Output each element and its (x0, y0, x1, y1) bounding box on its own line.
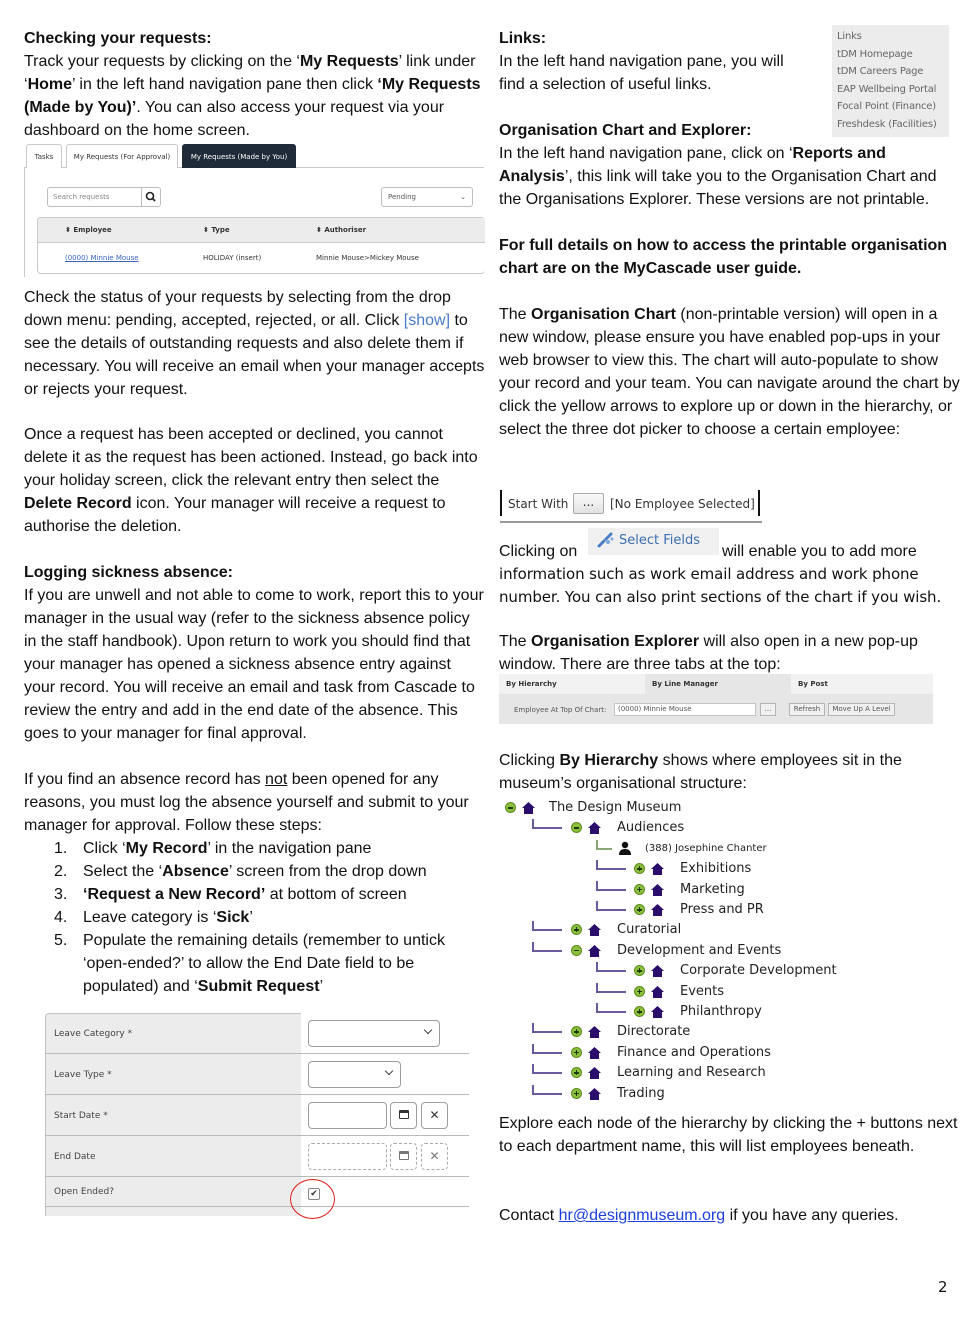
bold-text: Organisation Chart (531, 306, 676, 323)
tree-department-node[interactable] (505, 900, 805, 920)
close-icon: ✕ (429, 1108, 440, 1122)
orgchart-paragraph-2 (499, 303, 961, 441)
tree-node-label: Development and Events (617, 942, 782, 958)
divider (45, 1094, 469, 1095)
tree-node-label: Corporate Development (680, 963, 837, 979)
text: ’ (249, 909, 253, 926)
tree-department-node[interactable] (505, 982, 805, 1002)
expand-icon[interactable] (571, 1026, 582, 1037)
step-number: 5. (54, 932, 68, 949)
tree-connector (596, 983, 626, 993)
step-number: 4. (54, 909, 68, 926)
start-with-label: Start With (508, 497, 569, 511)
tab-tasks[interactable]: Tasks (26, 144, 62, 168)
expand-icon[interactable] (634, 965, 645, 976)
tree-department-node[interactable] (505, 1063, 805, 1083)
select-fields-description: will enable you to add more (722, 543, 917, 560)
calendar-icon (399, 1110, 409, 1119)
search-icon (142, 188, 160, 206)
text: icon. Your manager will receive a request to authorise the deletion. (24, 495, 446, 535)
highlight-circle (290, 1179, 335, 1219)
sort-icon: ⬍ (65, 226, 74, 234)
text: The (499, 306, 532, 323)
start-date-calendar-button[interactable] (390, 1102, 417, 1129)
tree-node-label: Exhibitions (680, 861, 752, 877)
step-number: 1. (54, 840, 68, 857)
requests-body (24, 168, 484, 277)
bold-text: Home (27, 76, 73, 93)
refresh-button[interactable]: Refresh (789, 703, 825, 716)
tree-connector (532, 1064, 562, 1074)
leave-category-select[interactable] (308, 1020, 440, 1047)
text: The (499, 633, 532, 650)
leave-category-label: Leave Category * (54, 1029, 133, 1039)
top-of-chart-label: Employee At Top Of Chart: (514, 706, 607, 714)
divider (45, 1053, 469, 1054)
chevron-down-icon: ⌄ (460, 193, 466, 201)
tree-node-label: Events (680, 983, 725, 999)
collapse-icon[interactable] (571, 945, 582, 956)
text: Leave category is ‘ (83, 909, 217, 926)
my-requests-screenshot (24, 142, 484, 277)
close-icon: ✕ (429, 1149, 440, 1163)
column-label: Type (211, 226, 230, 234)
text: shows where employees sit in the museum’s organisational structure: (499, 752, 902, 792)
tree-node-label: Learning and Research (617, 1065, 766, 1081)
column-label: Authoriser (324, 226, 367, 234)
tree-department-node[interactable] (505, 859, 805, 879)
links-paragraph: In the left hand navigation pane, you will find a selection of useful links. (499, 53, 784, 93)
collapse-icon[interactable] (505, 802, 516, 813)
sickness-steps-list (24, 837, 486, 998)
tree-connector (532, 1023, 562, 1033)
chevron-down-icon (385, 1067, 393, 1075)
tree-department-node[interactable] (505, 941, 805, 961)
tree-department-node[interactable] (505, 1002, 805, 1022)
search-button[interactable] (141, 187, 161, 207)
text: to see the details of outstanding requests and also delete them if necessary. You will receive an email when your manager accepts or rejects your request. (24, 312, 485, 398)
search-requests-input[interactable]: Search requests (47, 187, 160, 207)
department-icon (651, 862, 664, 874)
start-date-label: Start Date * (54, 1111, 108, 1121)
printable-note: For full details on how to access the printable organisation chart are on the MyCascade user guide. (499, 237, 948, 277)
expand-icon[interactable] (634, 1006, 645, 1017)
link-freshdesk[interactable]: Freshdesk (Facilities) (837, 118, 937, 130)
text: at bottom of screen (265, 886, 407, 903)
sort-icon: ⬍ (316, 226, 325, 234)
step-item (24, 883, 486, 906)
page-number: 2 (938, 1278, 948, 1296)
department-icon (588, 1025, 601, 1037)
select-fields-label: Select Fields (619, 533, 701, 548)
tree-node-label: Trading (617, 1085, 665, 1101)
divider (45, 1206, 469, 1207)
text: If you find an absence record has (24, 771, 266, 788)
explorer-screenshot (499, 674, 933, 724)
tab-requests-made-by-you[interactable]: My Requests (Made by You) (182, 144, 296, 168)
tree-node-label: Philanthropy (680, 1004, 762, 1019)
tree-department-node[interactable] (505, 961, 837, 981)
leave-form-screenshot (45, 1013, 469, 1216)
tree-connector (532, 819, 562, 829)
heading-checking-requests: Checking your requests: (24, 30, 212, 47)
tree-node-label: Curatorial (617, 922, 682, 938)
tree-department-node[interactable] (505, 920, 805, 940)
end-date-clear-button[interactable] (421, 1143, 448, 1170)
leave-type-label: Leave Type * (54, 1070, 112, 1080)
expand-icon[interactable] (634, 986, 645, 997)
tree-node-label: Marketing (680, 881, 745, 897)
chevron-down-icon (424, 1026, 432, 1034)
select-fields-description-cont: information such as work email address and work phone number. You can also print sections of the chart if you wish. (499, 565, 942, 606)
sickness-paragraph-2 (24, 768, 486, 837)
bold-text: ‘My Requests (Made by You)’ (24, 76, 481, 116)
tab-by-post[interactable]: By Post (791, 674, 933, 694)
calendar-icon (399, 1151, 409, 1160)
tree-connector (532, 1044, 562, 1054)
divider (758, 490, 760, 516)
tree-connector (596, 860, 626, 870)
links-panel-title: Links (837, 31, 862, 42)
start-with-toolbar (500, 487, 762, 523)
tree-node-label: Finance and Operations (617, 1044, 771, 1060)
expand-icon[interactable] (571, 1088, 582, 1099)
start-date-clear-button[interactable] (421, 1102, 448, 1129)
text: ’ screen from the drop down (228, 863, 427, 880)
tree-node-label: Audiences (617, 820, 685, 836)
department-icon (588, 1066, 601, 1078)
person-icon (618, 841, 632, 855)
orgchart-paragraph-1 (499, 142, 961, 211)
bold-text: Delete Record (24, 495, 132, 512)
tree-department-node[interactable] (505, 818, 805, 838)
text: Track your requests by clicking on the ‘ (24, 53, 300, 70)
status-select-value: Pending (388, 193, 416, 201)
tree-connector (596, 1003, 626, 1013)
leave-type-select[interactable] (308, 1061, 401, 1088)
tree-node-label: (388) Josephine Chanter (645, 842, 767, 854)
tree-connector (596, 881, 626, 891)
department-icon (651, 1005, 664, 1017)
text: Contact (499, 1207, 559, 1224)
hierarchy-tree (505, 798, 837, 1103)
tab-requests-for-approval[interactable]: My Requests (For Approval) (66, 144, 178, 168)
heading-org-chart: Organisation Chart and Explorer: (499, 122, 752, 139)
text: Once a request has been accepted or declined, you cannot delete it as the request has been actioned. Instead, go back into your holiday screen, click the relevant entry then select the (24, 426, 478, 489)
request-type: HOLIDAY (insert) (203, 254, 262, 262)
column-label: Employee (73, 226, 112, 234)
checking-paragraph-1 (24, 50, 486, 142)
requests-tabs (24, 142, 484, 168)
step-item (24, 929, 486, 998)
bold-text: ‘Request a New Record’ (83, 886, 266, 903)
text: (non-printable version) will open in a new window, please ensure you have enabled pop-ups in your web browser to view this. The chart will auto-populate to show your record and your team. You can navigate around the chart by click the yellow arrows to explore up or down in the hierarchy, or select the three dot picker to choose a certain employee: (499, 306, 960, 438)
checking-paragraph-2 (24, 286, 486, 401)
status-select[interactable] (381, 187, 473, 207)
department-icon (651, 883, 664, 895)
text: ’ in the left hand navigation pane then click (72, 76, 378, 93)
tree-connector (596, 840, 612, 850)
text: Select the ‘ (83, 863, 163, 880)
text: ’, this link will take you to the Organisation Chart and the Organisations Explorer. These versions are not printable. (499, 168, 937, 208)
text: Clicking (499, 752, 560, 769)
tab-by-hierarchy[interactable]: By Hierarchy (499, 674, 645, 694)
text: ’ (319, 978, 324, 995)
expand-icon[interactable] (634, 863, 645, 874)
text: Click ‘ (83, 840, 126, 857)
department-icon (651, 964, 664, 976)
link-focal-point[interactable]: Focal Point (Finance) (837, 101, 936, 113)
text: Check the status of your requests by selecting from the drop down menu: pending, accepted, rejected, or all. Click (24, 289, 451, 329)
text: if you have any queries. (725, 1207, 899, 1224)
sickness-paragraph-1: If you are unwell and not able to come to work, report this to your manager in the usual way (refer to the sickness absence policy in the staff handbook). Upon return to work you should find that your manager has opened a sickness absence entry against your record. You will receive an email and task from Cascade to review the entry and add in the end date of the absence. This goes to your manager for final approval. (24, 587, 484, 742)
sort-icon: ⬍ (203, 226, 212, 234)
expand-icon[interactable] (571, 924, 582, 935)
bold-text: By Hierarchy (559, 752, 659, 769)
contact-paragraph (499, 1204, 961, 1227)
open-ended-label: Open Ended? (54, 1187, 115, 1197)
no-employee-selected: [No Employee Selected] (610, 497, 755, 511)
link-chain-icon (596, 531, 616, 551)
start-date-input[interactable] (308, 1102, 387, 1129)
links-panel (832, 25, 949, 137)
text: In the left hand navigation pane, click on ‘ (499, 145, 793, 162)
step-number: 3. (54, 886, 68, 903)
employee-picker-button[interactable]: ... (573, 493, 604, 514)
tree-connector (532, 921, 562, 931)
collapse-icon[interactable] (571, 822, 582, 833)
tree-connector (532, 942, 562, 952)
divider (45, 1135, 469, 1136)
bold-text: My Record (125, 840, 208, 857)
department-icon (588, 1087, 601, 1099)
move-up-level-button[interactable]: Move Up A Level (828, 703, 895, 716)
step-number: 2. (54, 863, 68, 880)
tree-node-label: Press and PR (680, 902, 764, 917)
request-authoriser: Minnie Mouse>Mickey Mouse (316, 254, 419, 262)
expand-icon[interactable] (634, 884, 645, 895)
select-fields-button[interactable] (588, 528, 719, 555)
tree-department-node[interactable] (505, 1043, 805, 1063)
divider (45, 1176, 469, 1177)
bold-text: Reports and Analysis (499, 145, 886, 185)
end-date-calendar-button[interactable] (390, 1143, 417, 1170)
bold-text: My Requests (299, 53, 399, 70)
link-tdm-careers[interactable]: tDM Careers Page (837, 66, 924, 78)
column-header-authoriser[interactable] (316, 218, 366, 243)
tree-department-node[interactable] (505, 1022, 805, 1042)
divider (500, 490, 502, 516)
department-icon (588, 821, 601, 833)
expand-icon[interactable] (571, 1067, 582, 1078)
tree-node-label: Directorate (617, 1024, 691, 1040)
clicking-on-text: Clicking on (499, 543, 578, 560)
text: . You can also access your request via your dashboard on the home screen. (24, 99, 445, 139)
expand-icon[interactable] (571, 1047, 582, 1058)
text: been opened for any reasons, you must log the absence yourself and submit to your manager for approval. Follow these steps: (24, 771, 469, 834)
department-icon (651, 985, 664, 997)
tree-connector (532, 1085, 562, 1095)
column-header-type[interactable] (203, 218, 230, 243)
tree-department-node[interactable] (505, 798, 805, 818)
step-item (24, 837, 486, 860)
tree-connector (596, 962, 626, 972)
department-icon (522, 801, 535, 813)
requests-table (37, 217, 485, 274)
bold-text: Absence (162, 863, 229, 880)
hr-email-link[interactable]: hr@designmuseum.org (558, 1207, 726, 1224)
heading-links: Links: (499, 30, 547, 47)
tree-node-label: The Design Museum (549, 800, 682, 815)
department-icon (588, 923, 601, 935)
employee-link[interactable]: (0000) Minnie Mouse (65, 254, 139, 262)
department-icon (588, 1046, 601, 1058)
tree-department-node[interactable] (505, 1084, 805, 1104)
bold-text: Submit Request (197, 978, 320, 995)
text: will also open in a new pop-up window. There are three tabs at the top: (499, 633, 918, 673)
top-of-chart-picker-button[interactable]: ... (760, 703, 776, 716)
text: ’ link under ‘ (24, 53, 476, 93)
step-item (24, 860, 486, 883)
column-header-employee[interactable] (65, 218, 112, 243)
bold-text: Organisation Explorer (531, 633, 700, 650)
explorer-paragraph (499, 630, 961, 676)
tree-department-node[interactable] (505, 880, 805, 900)
bold-text: Sick (216, 909, 250, 926)
hierarchy-paragraph (499, 749, 961, 795)
link-tdm-homepage[interactable]: tDM Homepage (837, 48, 913, 60)
text: Populate the remaining details (remember to untick ‘open-ended?’ to allow the End Date field to be populated) and ‘ (83, 932, 445, 995)
checking-paragraph-3 (24, 423, 486, 538)
underlined-text: not (265, 771, 288, 788)
tree-employee-node[interactable] (505, 839, 805, 859)
tree-connector (596, 901, 626, 911)
explore-paragraph: Explore each node of the hierarchy by clicking the + buttons next to each department name, this will list employees beneath. (499, 1115, 958, 1155)
top-of-chart-input[interactable]: (0000) Minnie Mouse (614, 703, 756, 716)
end-date-label: End Date (54, 1152, 96, 1162)
text: ’ in the navigation pane (207, 840, 372, 857)
department-icon (651, 903, 664, 915)
table-header (38, 218, 485, 243)
show-link[interactable]: [show] (403, 312, 451, 329)
link-eap-wellbeing[interactable]: EAP Wellbeing Portal (837, 83, 937, 95)
step-item (24, 906, 486, 929)
check-icon: ✔ (310, 1189, 318, 1199)
department-icon (588, 944, 601, 956)
tab-by-line-manager[interactable]: By Line Manager (645, 674, 787, 694)
expand-icon[interactable] (634, 904, 645, 915)
heading-logging-sickness: Logging sickness absence: (24, 564, 233, 581)
end-date-input[interactable] (308, 1143, 387, 1170)
